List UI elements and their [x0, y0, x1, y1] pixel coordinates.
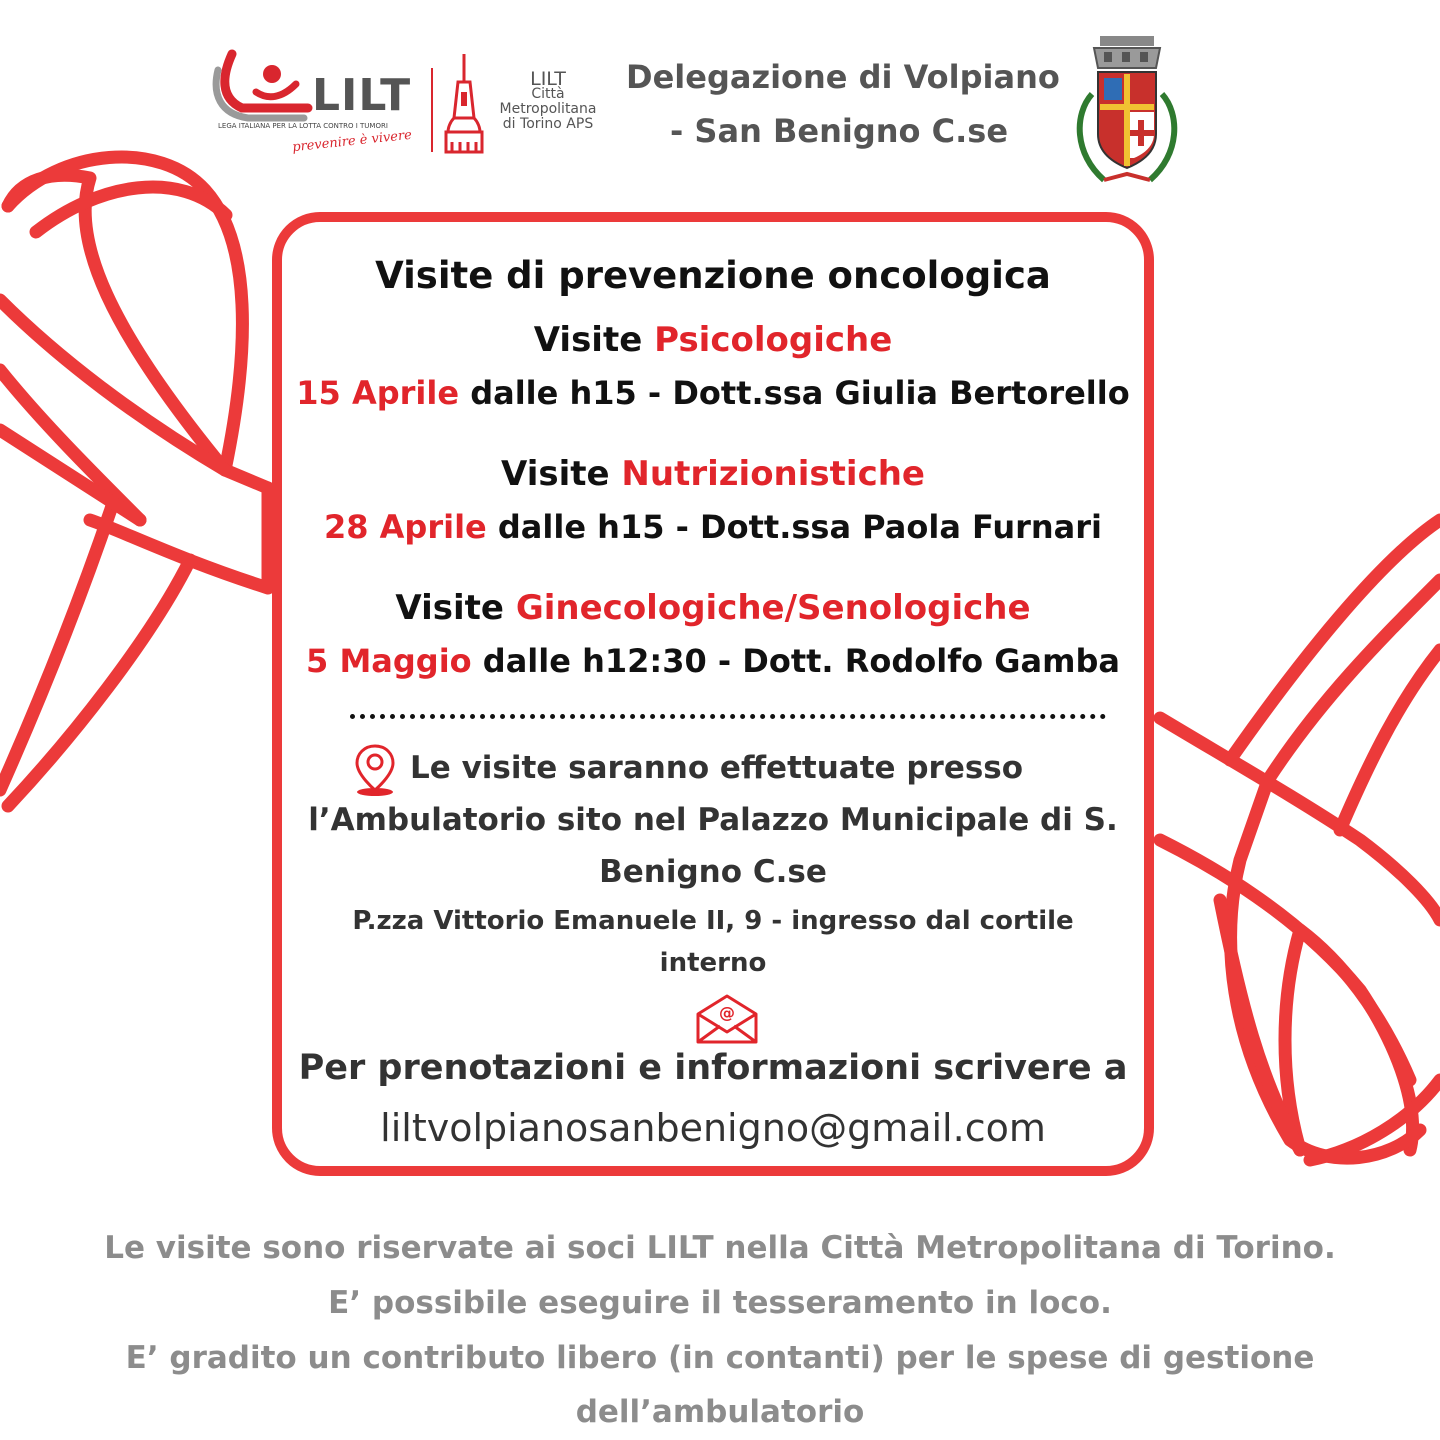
visit-details-ginecologiche [282, 642, 1144, 680]
lilt-torino-logo-text [486, 68, 610, 132]
contact-email-link[interactable]: liltvolpianosanbenigno@gmail.com [380, 1106, 1046, 1150]
footer-line2: E’ possibile eseguire il tesseramento in loco. [328, 1285, 1112, 1321]
visit-heading-nutrizionistiche [282, 454, 1144, 494]
visit-details-nutrizionistiche [282, 508, 1144, 546]
address-line1: P.zza Vittorio Emanuele II, 9 - ingresso dal cortile [352, 906, 1074, 936]
visit-date: 15 Aprile [296, 374, 460, 412]
footer-line3: E’ gradito un contributo libero (in contanti) per le spese di gestione [125, 1340, 1315, 1376]
visit-prefix: Visite [501, 454, 622, 494]
visit-type: Nutrizionistiche [621, 454, 925, 494]
visit-heading-psicologiche [282, 320, 1144, 360]
visit-type: Psicologiche [654, 320, 893, 360]
svg-text:@: @ [719, 1003, 735, 1022]
visit-type: Ginecologiche/Senologiche [515, 588, 1031, 628]
visit-prefix: Visite [533, 320, 655, 360]
lilt-motto: prevenire è vivere [291, 127, 413, 156]
visit-time-doctor: dalle h15 - Dott.ssa Giulia Bertorello [459, 374, 1130, 412]
visit-details-psicologiche [282, 374, 1144, 412]
municipal-crest-icon [1064, 34, 1190, 192]
visit-prefix: Visite [395, 588, 516, 628]
visit-time-doctor: dalle h12:30 - Dott. Rodolfo Gamba [471, 642, 1120, 680]
lilt-subtitle: LEGA ITALIANA PER LA LOTTA CONTRO I TUMORI [218, 122, 388, 130]
visit-time-doctor: dalle h15 - Dott.ssa Paola Furnari [486, 508, 1102, 546]
lilt-wordmark: LILT [312, 70, 412, 121]
mole-antonelliana-icon [440, 52, 488, 156]
visit-date: 5 Maggio [306, 642, 472, 680]
lilt-torino-line3: di Torino APS [502, 116, 594, 132]
lilt-torino-line1: LILT [530, 68, 566, 90]
delegation-title [620, 50, 1060, 158]
email-envelope-icon [694, 994, 760, 1046]
location-pin-icon [352, 742, 398, 798]
lilt-torino-line2: Città Metropolitana [499, 86, 597, 117]
delegation-line1: Delegazione di Volpiano [626, 58, 1060, 96]
visit-date: 28 Aprile [323, 508, 487, 546]
booking-info-text: Per prenotazioni e informazioni scrivere a [298, 1048, 1128, 1088]
dotted-separator [350, 714, 1106, 719]
footer-line4: dell’ambulatorio [575, 1394, 865, 1430]
visit-heading-ginecologiche [282, 588, 1144, 628]
location-line3: Benigno C.se [599, 854, 827, 890]
card-title: Visite di prevenzione oncologica [375, 254, 1051, 297]
location-line2: l’Ambulatorio sito nel Palazzo Municipale di S. [308, 802, 1118, 838]
address-line2: interno [659, 948, 767, 978]
footer-line1: Le visite sono riservate ai soci LILT nella Città Metropolitana di Torino. [104, 1230, 1336, 1266]
info-card [272, 212, 1154, 1176]
delegation-line2: - San Benigno C.se [670, 112, 1009, 150]
logo-divider [431, 68, 433, 152]
location-line1: Le visite saranno effettuate presso [410, 750, 1024, 786]
